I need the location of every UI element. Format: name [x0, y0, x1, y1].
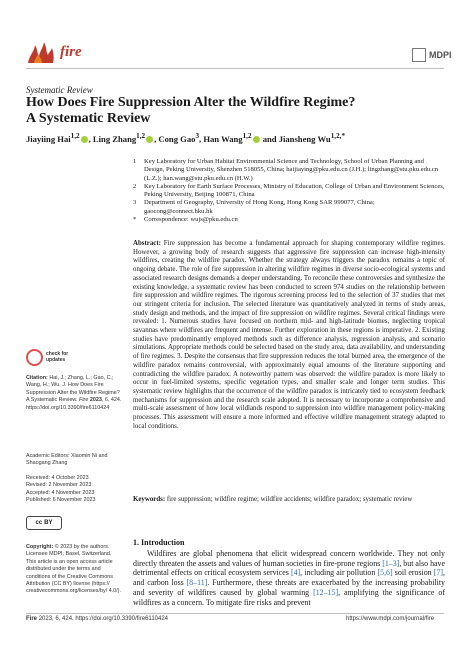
intro-text-run: Wildfires are global phenomena that elicit widespread concern worldwide. They not only directly threaten the assets and values of human societies in fire-prone regions [133, 549, 445, 568]
citation-journal: Fire [79, 397, 89, 404]
author-sep: , [199, 133, 202, 144]
author-affil-sup: 1,2 [242, 132, 252, 140]
footer-doi[interactable]: 2023, 6, 424. https://doi.org/10.3390/fire6110424 [38, 616, 169, 622]
keywords [133, 496, 445, 505]
affiliation-item [133, 183, 445, 200]
check-updates-line: check for [46, 351, 69, 357]
introduction-text [133, 549, 445, 607]
date-published: Published: 6 November 2023 [26, 497, 96, 504]
footer-divider [26, 613, 444, 614]
date-received: Received: 4 October 2023 [26, 475, 89, 481]
author-sep: , [88, 133, 91, 144]
article-title [26, 95, 444, 127]
copyright-label: Copyright: [26, 544, 54, 550]
affiliation-text: Department of Geography, University of Hong Kong, Hong Kong SAR 999077, China; gaocong@connect.hku.hk [144, 199, 375, 215]
abstract [133, 240, 445, 431]
abstract-text: Fire suppression has become a fundamental approach for shaping contemporary wildfire regimes. However, a growing body of research suggests that aggressive fire suppression can increase high-intensity wildfires, creating the wildfire paradox. Whether the strategy always triggers the paradox remains a topic of ongoing debate. The role of fire suppression in altering wildfire regimes in diverse socio-ecological systems and associated research designs demands a deeper understanding. To reconcile these controversies and synthesize the existing knowledge, a systematic review has been conducted to screen 974 studies on the relationship between fire suppression and wildfire regimes. The rigorous screening process led to the selection of 37 studies that met our stringent criteria for inclusion. The selected literature was quantitatively analyzed in terms of study areas, study design and methods, and the impact of fire suppression on wildfire regimes. Several critical findings were revealed: 1. Numerous studies have focused on northern mid- and high-latitude biomes, neglecting tropical savannas where wildfires are frequent and intense. Further exploration in these regions is imperative. 2. Existing studies have predominantly employed methods such as difference analysis, regression analysis, and scenario simulations. Appropriate methods could be selected based on the study area, data availability, and understanding of fire regimes. 3. Despite the consensus that fire suppression reduces the total burned area, the emergence of the wildfire paradox remains controversial, with approximately equal amounts of the literature supporting and contradicting the wildfire paradox. A noteworthy pattern was observed: the wildfire paradox is more likely to occur in fuel-limited systems, specific vegetation types, and smaller scale and longer term studies. This systematic review highlights that the occurrence of the wildfire paradox is intricately tied to ecosystem feedback mechanisms for suppression and the research scale adopted. It is necessary to incorporate a comprehensive and multi-scale assessment of how local wildlands respond to suppression into wildfire management policy-making processes. This assessment will ensure a more informed and effective wildfire management strategy adapted to local conditions. [133, 240, 446, 430]
publication-dates [26, 475, 122, 505]
citation-link[interactable]: [8–11] [186, 578, 208, 588]
date-revised: Revised: 2 November 2023 [26, 482, 92, 489]
affiliation-item [133, 199, 445, 216]
affiliation-text: Key Laboratory for Urban Habitat Environmental Science and Technology, School of Urban Planning and Design, Peking University, Shenzhen 518055, China; haijiaying@pku.edu.cn (J.H.); lingzhang@stu.pku.edu.cn (L.Z.); han.wang@stu.pku.edu.cn (H.W.) [144, 158, 439, 182]
publisher-name: MDPI [429, 50, 452, 60]
citation-link[interactable]: [12–15] [313, 587, 339, 597]
intro-text-run: . Furthermore, these threats are exacerbated by the increasing probability and severity of wildfires caused by global warming [133, 578, 445, 597]
affiliation-number: 1 [133, 158, 137, 165]
abstract-label: Abstract: [133, 240, 161, 247]
correspondence-text[interactable]: Correspondence: wujs@pku.edu.cn [144, 216, 238, 224]
author-name[interactable]: Jiayiing Hai [26, 133, 71, 144]
section-heading-introduction: 1. Introduction [133, 538, 185, 547]
check-updates-icon [26, 349, 43, 366]
citation-year: 2023 [89, 397, 102, 404]
check-updates-label [46, 351, 68, 363]
citation-block [26, 375, 122, 412]
author-affil-sup: 1,2 [136, 132, 146, 140]
author-name[interactable]: Cong Gao [158, 133, 196, 144]
header-divider [26, 68, 444, 69]
affiliation-number: 3 [133, 199, 137, 207]
cc-by-license-badge[interactable] [26, 516, 62, 530]
author-list [26, 132, 456, 144]
citation-link[interactable]: [5,6] [377, 568, 393, 578]
journal-logo-flame-icon [26, 40, 56, 64]
intro-paragraph [133, 549, 445, 607]
copyright-block [26, 544, 122, 596]
citation-volume-doi[interactable]: , 6, 424. https://doi.org/10.3390/fire6110424 [26, 397, 122, 411]
citation-link[interactable]: [4] [290, 568, 301, 578]
author-name[interactable]: Ling Zhang [92, 133, 137, 144]
author-name[interactable]: Jiansheng Wu [278, 133, 331, 144]
affiliations [133, 158, 445, 224]
by-icon: BY [44, 520, 53, 526]
publisher-logo [412, 48, 452, 62]
affiliation-text: Key Laboratory for Earth Surface Processes, Ministry of Education, College of Urban and Environment Sciences, Peking University, Beijing 100871, China [144, 182, 445, 199]
title-line-1: How Does Fire Suppression Alter the Wildfire Regime? [26, 95, 356, 110]
intro-text-run: , but also have detrimental effects on critical ecosystem services [133, 558, 445, 578]
affiliation-number: * [133, 216, 137, 224]
copyright-text: © 2023 by the authors. Licensee MDPI, Basel, Switzerland. This article is an open access article distributed under the terms and conditions of the Creative Commons Attribution (CC BY) license (https:// creativecommons.org/licenses/by/ 4.0/). [26, 544, 121, 595]
author-sep: , [154, 133, 157, 144]
title-line-2: A Systematic Review [26, 111, 151, 126]
author-affil-sup: 1,2,* [330, 132, 346, 140]
orcid-icon[interactable] [253, 136, 260, 143]
citation-text: Hai, J.; Zhang, L.; Gao, C.; Wang, H.; Wu, J. How Does Fire Suppression Alter the Wildfire Regime? A Systematic Review. [26, 375, 120, 404]
author-and: and [262, 133, 277, 144]
cc-icon: cc [35, 520, 43, 526]
citation-link[interactable]: [1–3] [382, 558, 400, 568]
keywords-label: Keywords: [133, 496, 166, 503]
footer-journal: Fire [26, 616, 38, 622]
author-name[interactable]: Han Wang [203, 133, 243, 144]
academic-editors: Academic Editors: Xiaomin Ni and Shaogang Zhang [26, 453, 108, 467]
check-for-updates-button[interactable] [26, 347, 82, 367]
check-updates-line: updates [46, 357, 66, 363]
mdpi-box-icon [412, 48, 426, 62]
affiliation-item [133, 216, 445, 224]
keywords-text: fire suppression; wildfire regime; wildfire accidents; wildfire paradox; systematic review [166, 496, 413, 503]
intro-text-run: soil erosion [392, 568, 434, 578]
orcid-icon[interactable] [146, 136, 153, 143]
journal-name: fire [60, 44, 82, 60]
intro-text-run: , and carbon loss [133, 568, 445, 588]
affiliation-item [133, 158, 445, 183]
citation-label: Citation: [26, 375, 48, 381]
date-accepted: Accepted: 4 November 2023 [26, 489, 95, 496]
intro-text-run: , amplifying the significance of wildfires as a concern. To mitigate fire risks and prevent [133, 587, 445, 607]
author-affil-sup: 3 [195, 132, 200, 140]
footer-citation [26, 616, 168, 622]
author-affil-sup: 1,2 [70, 132, 80, 140]
affiliation-number: 2 [133, 182, 137, 190]
orcid-icon[interactable] [81, 136, 88, 143]
footer-journal-url[interactable]: https://www.mdpi.com/journal/fire [346, 616, 435, 622]
citation-link[interactable]: [7] [433, 568, 443, 578]
intro-text-run: , including air pollution [300, 568, 378, 578]
article-type: Systematic Review [26, 85, 93, 95]
